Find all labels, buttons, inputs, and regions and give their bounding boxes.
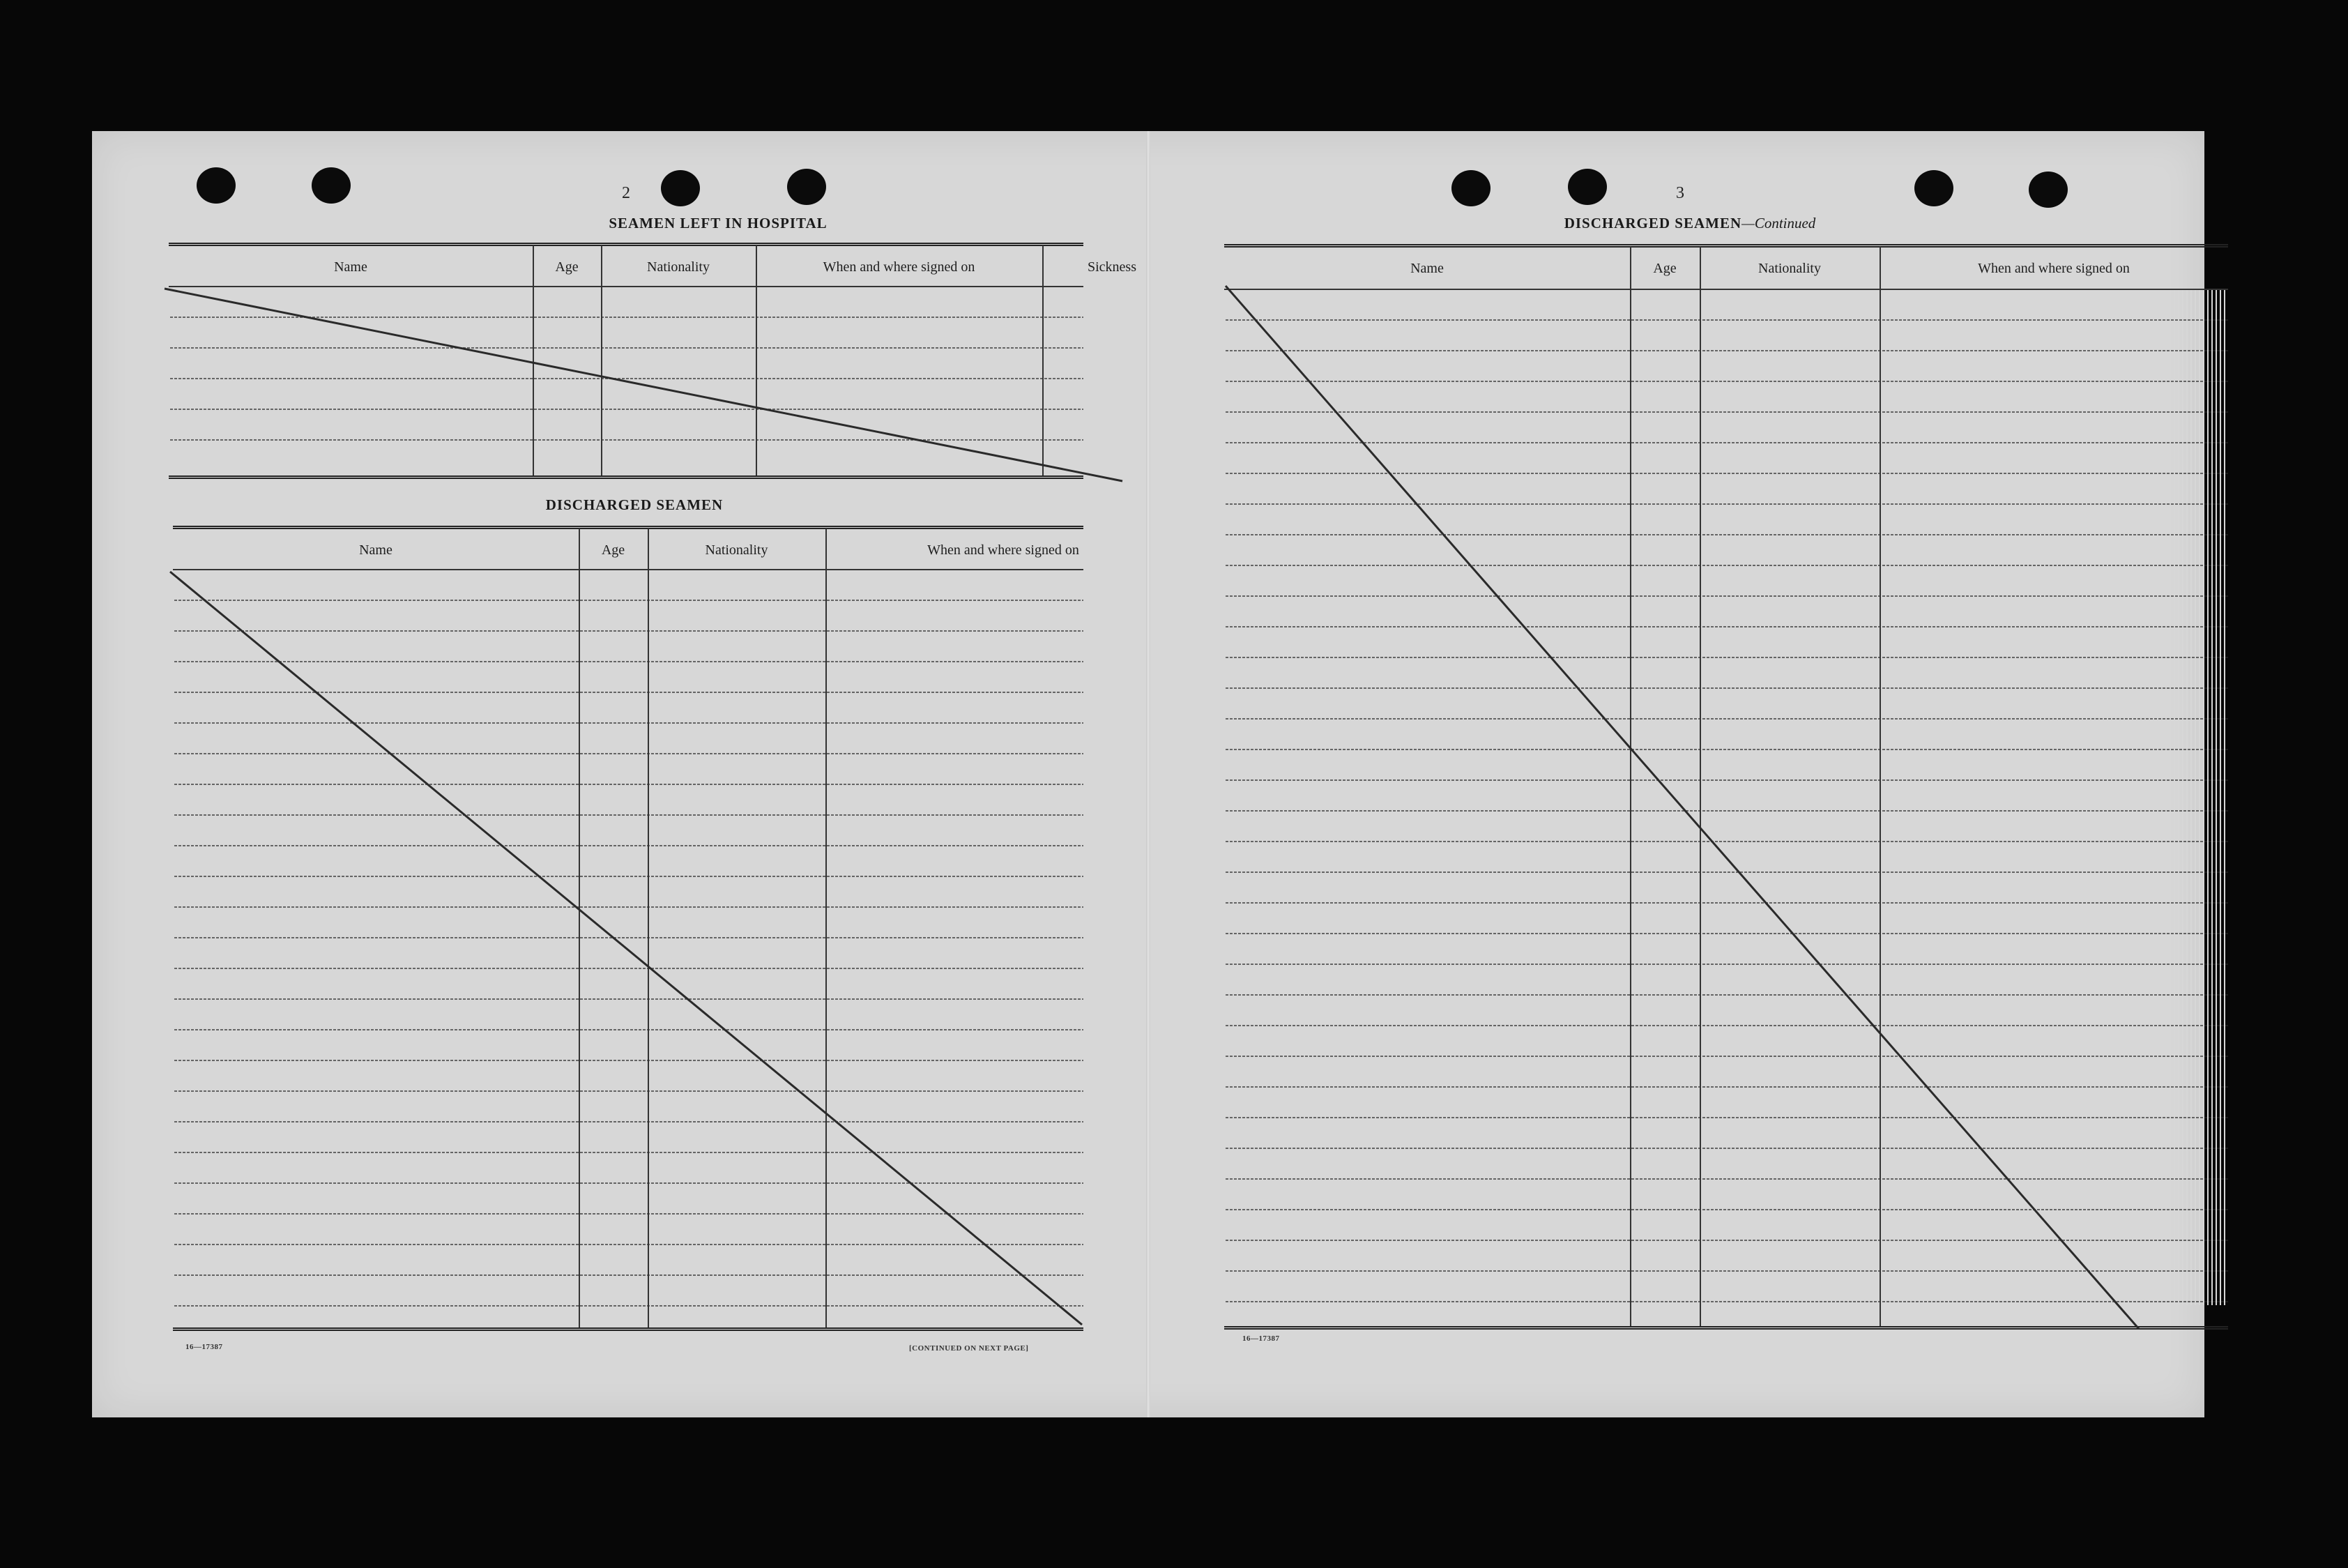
- column-header-signed-on: When and where signed on: [927, 542, 1079, 558]
- continued-suffix: —Continued: [1741, 215, 1816, 231]
- form-code-right: 16—17387: [1242, 1334, 1280, 1343]
- column-header-name: Name: [334, 259, 367, 275]
- column-header-age: Age: [1653, 261, 1677, 276]
- hospital-table: [169, 243, 1136, 480]
- column-header-name: Name: [1410, 261, 1444, 276]
- column-header-age: Age: [555, 259, 579, 275]
- column-header-nationality: Nationality: [705, 542, 768, 558]
- punch-hole: [1914, 170, 1953, 206]
- punch-hole: [2029, 172, 2068, 208]
- punch-hole: [1451, 170, 1491, 206]
- center-fold: [1146, 131, 1150, 1417]
- discharged-section-title-left: DISCHARGED SEAMEN: [545, 496, 724, 513]
- punch-hole: [197, 167, 236, 204]
- column-header-sickness: Sickness: [1088, 259, 1136, 275]
- punch-hole: [661, 170, 700, 206]
- punch-hole: [1568, 169, 1607, 205]
- document-sheet: [92, 131, 2204, 1417]
- continued-note: [CONTINUED ON NEXT PAGE]: [909, 1344, 1029, 1353]
- discharged-table-right: [1224, 244, 2228, 1346]
- discharged-title-text: DISCHARGED SEAMEN: [1564, 215, 1742, 231]
- punch-hole: [787, 169, 826, 205]
- column-header-name: Name: [359, 542, 392, 558]
- column-header-nationality: Nationality: [647, 259, 710, 275]
- column-header-signed-on: When and where signed on: [1978, 261, 2130, 276]
- form-code-left: 16—17387: [185, 1343, 223, 1351]
- discharged-table-left: [173, 526, 1083, 1474]
- page-number-right: 3: [1676, 184, 1684, 202]
- page-number-left: 2: [622, 184, 630, 202]
- hospital-section-title: SEAMEN LEFT IN HOSPITAL: [609, 215, 828, 231]
- column-header-age: Age: [601, 542, 625, 558]
- punch-hole: [312, 167, 351, 204]
- column-header-signed-on: When and where signed on: [823, 259, 975, 275]
- discharged-section-title-right: [1516, 215, 1864, 232]
- column-header-nationality: Nationality: [1758, 261, 1821, 276]
